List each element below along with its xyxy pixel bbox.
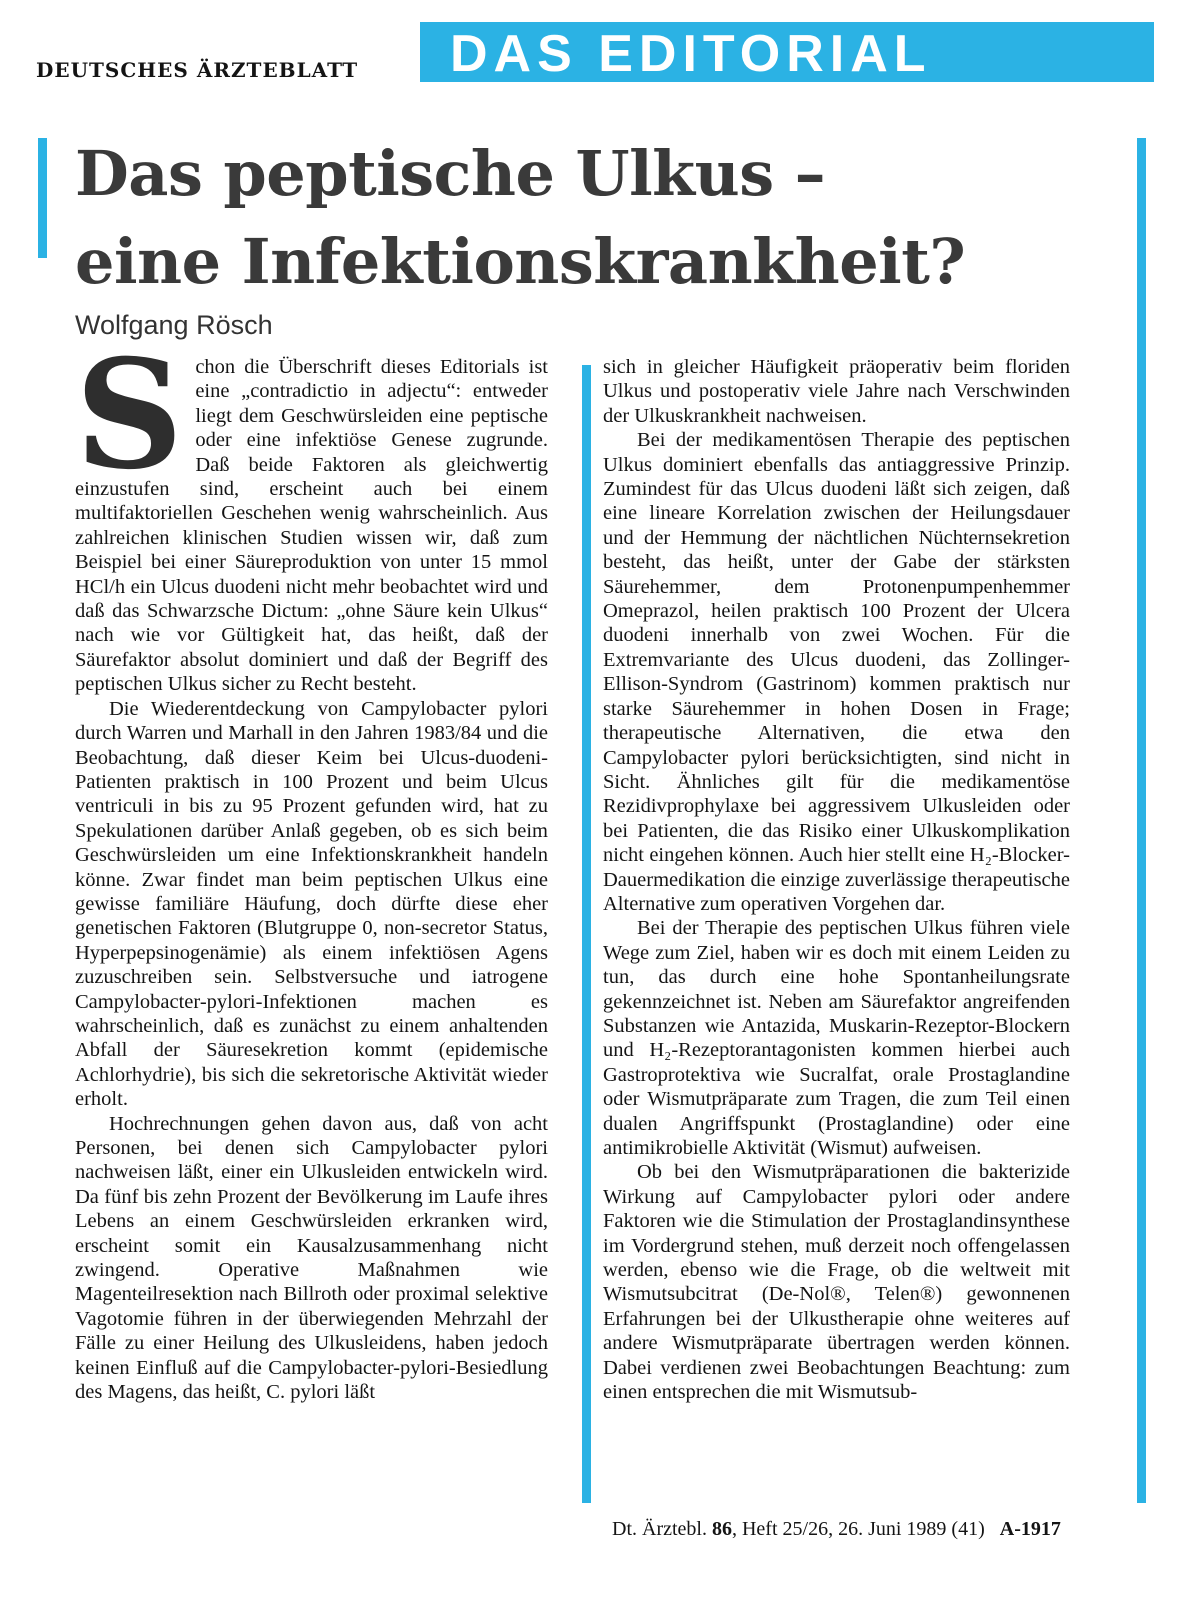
author-name: Wolfgang Rösch [75,310,273,340]
paragraph: Hochrechnungen gehen davon aus, daß von acht Personen, bei denen sich Campylobacter pylori nachweisen läßt, einer ein Ulkusleiden entwickeln wird. Da fünf bis zehn Prozent der Bevölkerung im Laufe ihres Lebens an einem Geschwürsleiden erkranken wird, erscheint somit ein Kausalzusammenhang nicht zwingend. Operative Maßnahmen wie Magenteilresektion nach Billroth oder proximal selektive Vagotomie führen in der überwiegenden Mehrzahl der Fälle zu einer Heilung des Ulkusleidens, haben jedoch keinen Einfluß auf die Campylobacter-pylori-Besiedlung des Magens, das heißt, C. pylori läßt [75,1112,548,1404]
journal-masthead: DEUTSCHES ÄRZTEBLATT [36,58,359,82]
accent-rule-right [1137,138,1146,1503]
accent-rule-column-divider [582,365,591,1503]
title-line-1: Das peptische Ulkus – [75,137,826,210]
section-label: DAS EDITORIAL [450,25,932,83]
section-banner [420,22,1154,82]
paragraph: Die Wiederentdeckung von Campylobacter pylori durch Warren und Marhall in den Jahren 1983/84 und die Beobachtung, daß dieser Keim bei Ulcus-duodeni-Patienten praktisch in 100 Prozent und beim Ulcus ventriculi in bis zu 95 Prozent gefunden wird, hat zu Spekulationen darüber Anlaß gegeben, ob es sich beim Geschwürsleiden um eine Infektionskrankheit handeln könne. Zwar findet man beim peptischen Ulkus eine gewisse familiäre Häufung, doch dürfte diese eher genetischen Faktoren (Blutgruppe 0, non-secretor Status, Hyperpepsinogenämie) als einem infektiösen Agens zuzuschreiben sein. Selbstversuche und iatrogene Campylobacter-pylori-Infektionen machen es wahrscheinlich, daß es zunächst zu einem anhaltenden Abfall der Säuresekretion kommt (epidemische Achlorhydrie), bis sich die sekretorische Aktivität wieder erholt. [75,697,548,1111]
page-footer [612,1518,1061,1541]
footer-volume: 86 [711,1518,732,1540]
text-column-left [75,327,548,1404]
footer-page-number: A-1917 [999,1518,1061,1540]
title-line-2: eine Infektionskrankheit? [75,225,966,298]
paragraph: chon die Überschrift dieses Editorials ist eine „contradictio in adjectu“: entweder liegt dem Geschwürsleiden eine peptische oder eine infektiöse Genese zugrunde. Daß beide Faktoren als gleichwertig einzustufen sind, erscheint auch bei einem multifaktoriellen Geschehen wenig wahrscheinlich. Aus zahlreichen klinischen Studien wissen wir, daß zum Beispiel bei einer Säureproduktion von unter 15 mmol HCl/h ein Ulcus duodeni nicht mehr beobachtet wird und daß das Schwarzsche Dictum: „ohne Säure kein Ulkus“ nach wie vor Gültigkeit hat, das heißt, daß der Säurefaktor absolut dominiert und daß der Begriff des peptischen Ulkus sicher zu Recht besteht. [75,356,548,696]
paragraph: Bei der medikamentösen Therapie des peptischen Ulkus dominiert ebenfalls das antiaggressive Prinzip. Zumindest für das Ulcus duodeni läßt sich zeigen, daß eine lineare Korrelation zwischen der Heilungsdauer und der Hemmung der nächtlichen Nüchternsekretion besteht, das heißt, unter der Gabe der stärksten Säurehemmer, dem Protonenpumpenhemmer Omeprazol, heilen praktisch 100 Prozent der Ulcera duodeni innerhalb von zwei Wochen. Für die Extremvariante des Ulcus duodeni, das Zollinger-Ellison-Syndrom (Gastrinom) kommen praktisch nur starke Säurehemmer in hohen Dosen in Frage; therapeutische Alternativen, die etwa den Campylobacter pylori berücksichtigten, sind nicht in Sicht. Ähnliches gilt für die medikamentöse Rezidivprophylaxe bei aggressivem Ulkusleiden oder bei Patienten, die das Risiko einer Ulkuskomplikation nicht eingehen können. Auch hier stellt eine H₂-Blocker-Dauermedikation die einzige zuverlässige therapeutische Alternative zum operativen Vorgehen dar. [603,429,1070,915]
text-column-right [603,355,1070,1404]
paragraph: sich in gleicher Häufigkeit präoperativ beim floriden Ulkus und postoperativ viele Jahre nach Verschwinden der Ulkuskrankheit nachweisen. [603,356,1070,427]
accent-rule-left [38,138,47,258]
footer-journal: Dt. Ärztebl. [612,1518,707,1540]
paragraph: Ob bei den Wismutpräparationen die bakterizide Wirkung auf Campylobacter pylori oder andere Faktoren wie die Stimulation der Prostaglandinsynthese im Vordergrund stehen, muß derzeit noch offengelassen werden, ebenso wie die Frage, ob die weltweit mit Wismutsubcitrat (De-Nol®, Telen®) gewonnenen Erfahrungen bei der Ulkustherapie ohne weiteres auf andere Wismutpräparate übertragen werden können. Dabei verdienen zwei Beobachtungen Beachtung: zum einen entsprechen die mit Wismutsub- [603,1161,1070,1404]
footer-issue: , Heft 25/26, 26. Juni 1989 (41) [731,1518,985,1540]
article-title [75,130,965,306]
drop-cap: S [75,327,184,503]
paragraph: Bei der Therapie des peptischen Ulkus führen viele Wege zum Ziel, haben wir es doch mit einem Leiden zu tun, das durch eine hohe Spontanheilungsrate gekennzeichnet ist. Neben am Säurefaktor angreifenden Substanzen wie Antazida, Muskarin-Rezeptor-Blockern und H₂-Rezeptorantagonisten kommen hierbei auch Gastroprotektiva wie Sucralfat, orale Prostaglandine oder Wismutpräparate zum Tragen, die zum Teil einen dualen Angriffspunkt (Prostaglandine) oder eine antimikrobielle Aktivität (Wismut) aufweisen. [603,917,1070,1159]
